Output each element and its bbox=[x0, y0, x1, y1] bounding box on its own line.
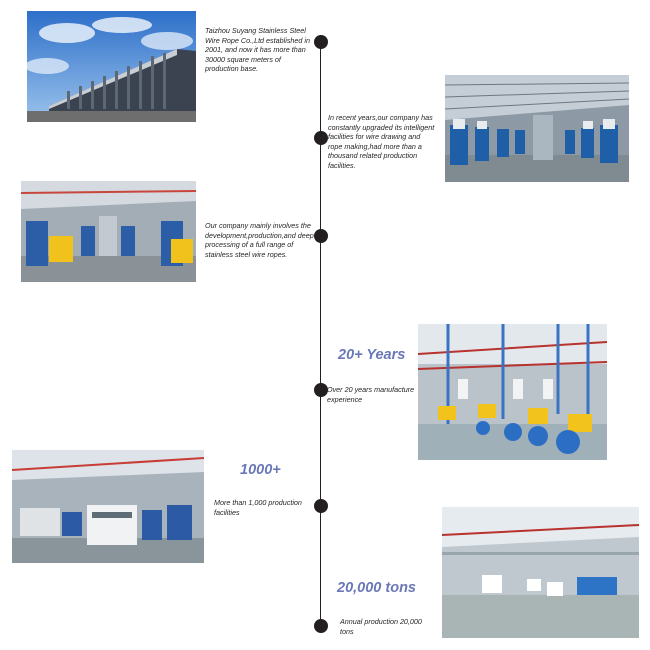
timeline-text: Annual production 20,000 tons bbox=[340, 617, 422, 636]
timeline-text: Taizhou Suyang Stainless Steel Wire Rope Co.,Ltd established in 2001, and now it has more than 30000 square meters of production base. bbox=[205, 26, 311, 74]
timeline-dot bbox=[314, 619, 328, 633]
timeline-text: More than 1,000 production facilities bbox=[214, 498, 302, 517]
timeline-line bbox=[320, 42, 321, 627]
workshop-floor-photo bbox=[12, 450, 204, 563]
stat-years: 20+ Years bbox=[338, 347, 406, 363]
production-line-photo bbox=[21, 181, 196, 282]
stat-tons: 20,000 tons bbox=[337, 580, 416, 596]
timeline-text: Our company mainly involves the development,production,and deep processing of a full range of stainless steel wire ropes. bbox=[205, 221, 314, 259]
timeline-dot bbox=[314, 383, 328, 397]
timeline-dot bbox=[314, 131, 328, 145]
timeline-dot bbox=[314, 35, 328, 49]
timeline-dot bbox=[314, 499, 328, 513]
workshop-photo bbox=[445, 75, 629, 182]
machinery-hall-photo bbox=[418, 324, 607, 460]
stat-facilities: 1000+ bbox=[240, 462, 281, 478]
timeline-text: Over 20 years manufacture experience bbox=[327, 385, 415, 404]
warehouse-photo bbox=[442, 507, 639, 638]
factory-building-photo bbox=[27, 11, 196, 122]
timeline-dot bbox=[314, 229, 328, 243]
timeline-text: In recent years,our company has constantly upgraded its intelligent facilities for wire drawing and rope making,had more than a thousand related production facilities. bbox=[328, 113, 435, 170]
